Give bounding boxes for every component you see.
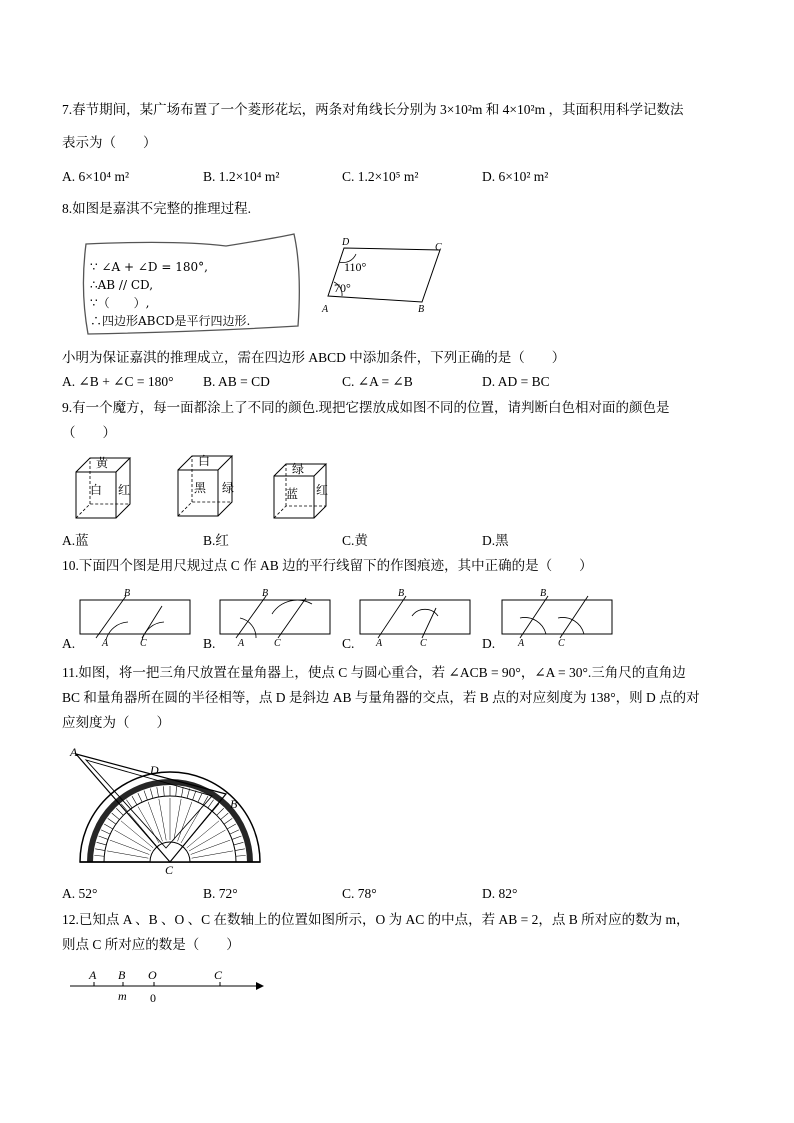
q12-label-a: A [89,968,97,982]
q7-option-a[interactable]: A. 6×10⁴ m² [62,169,129,184]
q10-figure-c [356,588,474,650]
q9-option-c[interactable]: C.黄 [342,533,368,548]
protractor-tick [126,800,132,808]
q10-option-b[interactable]: B. [203,636,216,651]
q10d-label-b: B [540,588,547,599]
protractor-tick [116,808,123,815]
q9-cube1-top: 黄 [96,456,109,470]
q8-label-d: D [342,237,350,248]
q10-option-c[interactable]: C. [342,636,355,651]
q7-option-c[interactable]: C. 1.2×10⁵ m² [342,169,419,184]
q11-protractor-figure [66,744,266,876]
q11-label-a: A [70,745,78,759]
q7-stem-line2: 表示为（ ） [62,135,157,150]
protractor-tick [144,791,147,800]
q9-cube2-top: 白 [198,454,211,468]
protractor-tick [232,836,241,839]
protractor-tick [208,800,214,808]
q8-label-b: B [418,304,425,315]
q10b-label-a: A [238,638,245,649]
q10-figure-a [76,588,194,650]
protractor-tick [138,793,142,802]
q8-note-line1: ∵ ∠A + ∠D = 180°, [90,260,208,274]
q9-cube2-front: 黑 [194,481,207,495]
protractor-tick [230,830,239,834]
protractor-tick [217,808,224,815]
protractor-tick [112,813,120,819]
q9-option-d[interactable]: D.黑 [482,533,509,548]
q12-label-m: m [118,989,127,1003]
q10a-label-b: B [124,588,131,599]
q8-note-line3: ∵（ ）, [90,296,150,310]
protractor-tick [157,787,159,797]
protractor-tick [163,786,164,796]
q9-cube3-top: 绿 [292,462,305,476]
q11-label-b: B [230,797,238,811]
q9-cube-2 [172,450,242,524]
q8-option-b[interactable]: B. AB = CD [203,374,270,389]
q8-stem-line1: 8.如图是嘉淇不完整的推理过程. [62,201,251,216]
q11-stem-line1: 11.如图，将一把三角尺放置在量角器上，使点 C 与圆心重合，若 ∠ACB = 90°，∠A = 30°.三角尺的直角边 [62,665,686,680]
q8-option-a[interactable]: A. ∠B + ∠C = 180° [62,374,174,389]
q9-cube3-front: 蓝 [286,487,299,501]
q12-label-o: O [148,968,157,982]
q10b-label-b: B [262,588,269,599]
q9-cube1-side: 红 [118,483,131,497]
protractor-tick [181,787,183,797]
protractor-tick [94,855,104,856]
protractor-tick [235,849,245,851]
q10c-label-a: A [376,638,383,649]
protractor-tick [227,824,236,829]
q10-stem-line1: 10.下面四个图是用尺规过点 C 作 AB 边的平行线留下的作图痕迹，其中正确的是（ ） [62,558,593,573]
protractor-tick [221,813,229,819]
q10c-label-b: B [398,588,405,599]
q10-option-a[interactable]: A. [62,636,76,651]
protractor-tick [187,789,190,799]
protractor-tick [108,818,116,824]
q9-cube1-front: 白 [90,483,103,497]
q10-figure-d [498,588,616,650]
q9-cube2-side: 绿 [222,481,235,495]
protractor-tick [97,842,107,845]
q9-option-a[interactable]: A.蓝 [62,533,89,548]
q12-number-line [66,962,266,1008]
q7-option-d[interactable]: D. 6×10² m² [482,169,549,184]
q11-label-c: C [165,863,174,876]
q11-stem-line2: BC 和量角器所在圆的半径相等，点 D 是斜边 AB 与量角器的交点，若 B 点的对应刻度为 138°，则 D 点的对 [62,690,700,705]
q8-note-line4: ∴四边形ABCD是平行四边形. [90,314,251,328]
q10d-label-a: A [518,638,525,649]
q9-option-b[interactable]: B.红 [203,533,229,548]
q9-cube-3 [268,458,338,524]
q8-option-d[interactable]: D. AD = BC [482,374,550,389]
protractor-tick [198,793,202,802]
protractor-tick [95,849,105,851]
q7-stem-line1: 7.春节期间，某广场布置了一个菱形花坛，两条对角线长分别为 3×10²m 和 4×10²m ，其面积用科学记数法 [62,102,684,117]
protractor-tick [236,855,246,856]
q11-option-c[interactable]: C. 78° [342,886,377,901]
q8-option-c[interactable]: C. ∠A = ∠B [342,374,413,389]
q8-stem-line2: 小明为保证嘉淇的推理成立，需在四边形 ABCD 中添加条件，下列正确的是（ ） [62,350,566,365]
protractor-tick [234,842,244,845]
q8-label-c: C [435,242,442,253]
protractor-tick [224,818,232,824]
q12-label-zero: 0 [150,991,156,1005]
q12-stem-line1: 12.已知点 A 、B 、O 、C 在数轴上的位置如图所示，O 为 AC 的中点，若 AB = 2，点 B 所对应的数为 m， [62,912,690,927]
q10b-label-c: C [274,638,281,649]
q9-stem-line1: 9.有一个魔方，每一面都涂上了不同的颜色.现把它摆放成如图不同的位置，请判断白色相对面的颜色是 [62,400,670,415]
q9-cube3-side: 红 [316,483,329,497]
protractor-tick [176,786,177,796]
q7-option-b[interactable]: B. 1.2×10⁴ m² [203,169,280,184]
protractor-tick [193,791,196,800]
q12-stem-line2: 则点 C 所对应的数是（ ） [62,937,240,952]
q11-stem-line3: 应刻度为（ ） [62,715,170,730]
q11-option-b[interactable]: B. 72° [203,886,238,901]
q11-option-a[interactable]: A. 52° [62,886,98,901]
q12-label-c: C [214,968,223,982]
protractor-tick [99,836,108,839]
q10a-label-a: A [102,638,109,649]
q11-option-d[interactable]: D. 82° [482,886,518,901]
q11-label-d: D [150,763,159,777]
q8-angle-70: 70° [334,281,351,295]
q8-label-a: A [322,304,329,315]
q9-cube-1 [70,450,140,524]
q8-angle-110: 110° [344,260,367,274]
q10a-label-c: C [140,638,147,649]
q10c-label-c: C [420,638,427,649]
protractor-tick [132,796,137,805]
q10-figure-b [216,588,334,650]
q12-label-b: B [118,968,126,982]
protractor-tick [104,824,113,829]
protractor-tick [150,789,153,799]
q8-parallelogram-figure [318,232,448,318]
q8-note-line2: ∴AB // CD, [90,278,154,292]
protractor-tick [212,804,218,812]
q10-option-d[interactable]: D. [482,636,496,651]
q9-stem-line2: （ ） [62,425,116,440]
protractor-tick [101,830,110,834]
q10d-label-c: C [558,638,565,649]
